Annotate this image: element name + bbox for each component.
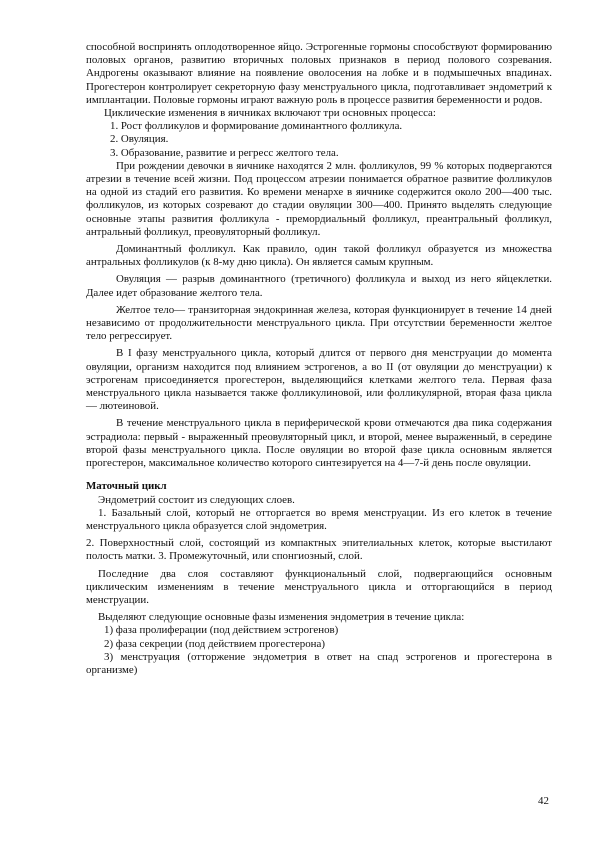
- list-item: 2) фаза секреции (под действием прогестерона): [104, 637, 325, 650]
- page-body: [86, 41, 552, 677]
- page-number: 42: [538, 795, 549, 807]
- section-heading: Маточный цикл: [86, 480, 167, 493]
- paragraph-hormones: способной воспринять оплодотворенное яйцо. Эстрогенные гормоны способствуют формированию половых органов, развитию вторичных половых признаков в период полового созревания. Андрогены оказывают влияние на появление оволосения на лобке и в подмышечных впадинах. Прогестерон контролирует секреторную фазу менструального цикла, подготавливает эндометрий к имплантации. Половые гормоны играют важную роль в процессе развития беременности и родов.: [86, 41, 552, 106]
- paragraph-functional-layer: Последние два слоя составляют функциональный слой, подвергающийся основным циклическим изменениям в течение менструального цикла и отторгающийся в период менструации.: [86, 567, 552, 606]
- list-item: 1. Рост фолликулов и формирование доминантного фолликула.: [110, 120, 403, 133]
- paragraph-cycle-phases: В I фазу менструального цикла, который длится от первого дня менструации до момента овуляции, организм находится под влиянием эстрогенов, а во II (от овуляции до менструации) к эстрогенам присоединяется прогестерон, выделяющийся клетками желтого тела. Первая фаза менструального цикла называется также фолликулиновой, или фолликулярной, вторая фаза цикла — лютеиновой.: [86, 347, 552, 413]
- paragraph-dominant-follicle: Доминантный фолликул. Как правило, один такой фолликул образуется из множества антральных фолликулов (к 8-му дню цикла). Он является самым крупным.: [86, 243, 552, 269]
- paragraph-ovarian-cycle-intro: Циклические изменения в яичниках включают три основных процесса:: [104, 107, 436, 120]
- paragraph-ovulation: Овуляция — разрыв доминантного (третичного) фолликула и выход из него яйцеклетки. Далее идет образование желтого тела.: [86, 273, 552, 299]
- paragraph-phases-intro: Выделяют следующие основные фазы изменения эндометрия в течение цикла:: [98, 611, 465, 624]
- paragraph-endometrium-layers: Эндометрий состоит из следующих слоев.: [98, 493, 295, 506]
- paragraph-surface-layer: 2. Поверхностный слой, состоящий из компактных эпителиальных клеток, которые выстилают полость матки. 3. Промежуточный, или спонгиозный, слой.: [86, 537, 552, 563]
- paragraph-corpus-luteum: Желтое тело— транзиторная эндокринная железа, которая функционирует в течение 14 дней независимо от продолжительности менструального цикла. При отсутствии беременности желтое тело регрессирует.: [86, 303, 552, 343]
- list-item: 2. Овуляция.: [110, 133, 169, 146]
- list-item: 1) фаза пролиферации (под действием эстрогенов): [104, 624, 339, 637]
- list-item: 3. Образование, развитие и регресс желтого тела.: [110, 146, 339, 159]
- paragraph-estradiol: В течение менструального цикла в периферической крови отмечаются два пика содержания эстрадиола: первый - выраженный преовуляторный цикл, и второй, менее выраженный, в середине второй фазы менструального цикла. После овуляции во второй фазе цикла основным является прогестерон, максимальное количество которого синтезируется на 4—7-й день после овуляции.: [86, 417, 552, 470]
- list-item: 3) менструация (отторжение эндометрия в ответ на спад эстрогенов и прогестерона в организме): [86, 650, 552, 676]
- paragraph-basal-layer: 1. Базальный слой, который не отторгается во время менструации. Из его клеток в течение менструального цикла образуется слой эндометрия.: [86, 506, 552, 532]
- paragraph-follicles: При рождении девочки в яичнике находятся 2 млн. фолликулов, 99 % которых подвергаются атрезии в течение всей жизни. Под процессом атрезии понимается обратное развитие фолликулов на одной из стадий его развития. Ко времени менархе в яичнике содержится около 200—400 тыс. фолликулов, из которых созревают до стадии овуляции 300—400. Принято выделять следующие основные этапы развития фолликула - премордиальный фолликул, преантральный фолликул, антральный фолликул, преовуляторный фолликул.: [86, 159, 552, 238]
